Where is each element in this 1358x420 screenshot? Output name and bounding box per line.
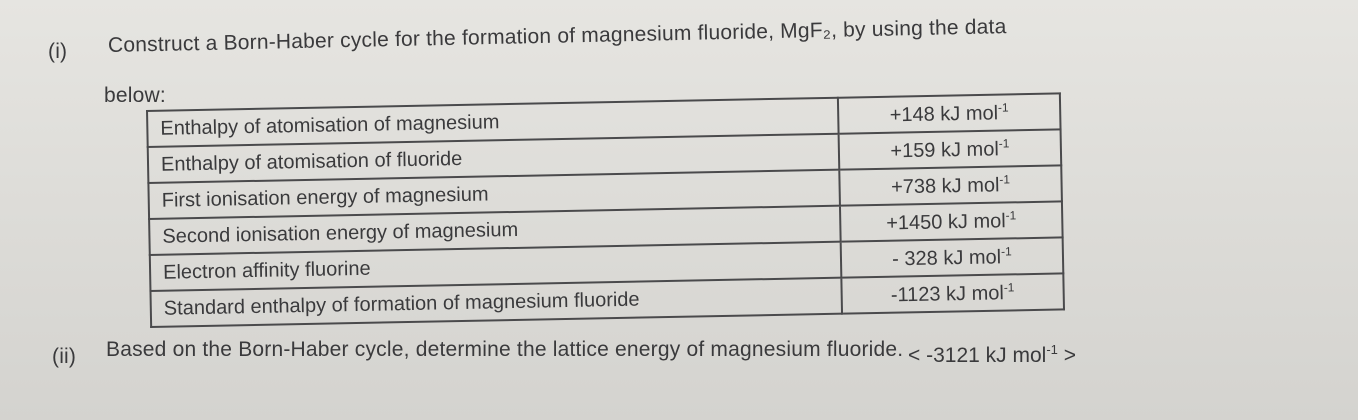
- row-label: First ionisation energy of magnesium: [148, 170, 840, 219]
- row-value: +148 kJ mol$^{-1}$: [838, 93, 1061, 133]
- row-value: -1123 kJ mol$^{-1}$: [841, 273, 1064, 313]
- question-i-text: Construct a Born-Haber cycle for the formation of magnesium fluoride, MgF₂, by using the data: [107, 15, 1007, 57]
- row-value: +738 kJ mol$^{-1}$: [839, 165, 1062, 205]
- row-label: Enthalpy of atomisation of magnesium: [147, 98, 839, 147]
- row-label: Standard enthalpy of formation of magnesium fluoride: [150, 278, 842, 327]
- row-value: +1450 kJ mol$^{-1}$: [840, 201, 1063, 241]
- row-label: Second ionisation energy of magnesium: [149, 206, 841, 255]
- question-i-number: (i): [48, 40, 68, 63]
- row-label: Electron affinity fluorine: [150, 242, 842, 291]
- question-ii-number: (ii): [52, 345, 77, 368]
- row-value: - 328 kJ mol$^{-1}$: [841, 237, 1064, 277]
- row-value: +159 kJ mol$^{-1}$: [839, 129, 1062, 169]
- row-label: Enthalpy of atomisation of fluoride: [148, 134, 840, 183]
- question-i-continuation: below:: [104, 84, 166, 107]
- question-ii-text: Based on the Born-Haber cycle, determine the lattice energy of magnesium fluoride.: [106, 338, 904, 361]
- answer: < -3121 kJ mol$^{-1}$ >: [908, 342, 1076, 367]
- data-table: [146, 92, 1065, 328]
